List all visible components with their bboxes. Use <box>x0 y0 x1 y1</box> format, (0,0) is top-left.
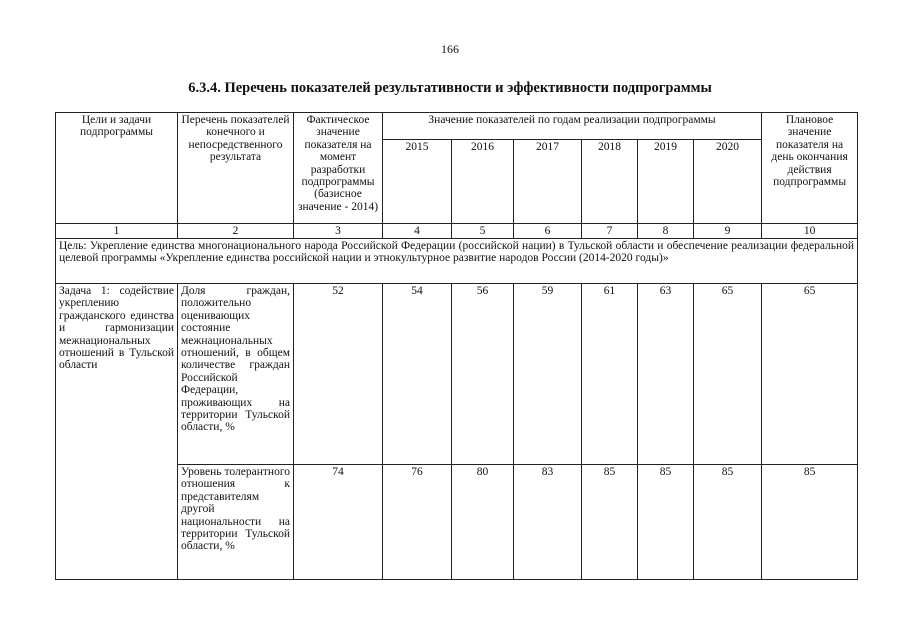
header-year: 2020 <box>694 140 762 224</box>
header-values-by-year: Значение показателей по годам реализации подпрограммы <box>383 113 762 140</box>
planned-cell: 65 <box>762 284 858 465</box>
value-cell: 65 <box>694 284 762 465</box>
document-title: 6.3.4. Перечень показателей результативности и эффективности подпрограммы <box>188 80 712 96</box>
header-indicators: Перечень показателей конечного и непосредственного результата <box>178 113 294 224</box>
column-number: 3 <box>294 224 383 239</box>
goal-row: Цель: Укрепление единства многонационального народа Российской Федерации (российской нации) в Тульской области и обеспечение реализации федеральной целевой программы «Укрепление единства российской нации и этнокультурное развитие народов России (2014-2020 годы)» <box>56 239 858 284</box>
page-number: 166 <box>441 42 459 56</box>
column-number: 6 <box>514 224 582 239</box>
value-cell: 85 <box>582 465 638 580</box>
header-planned: Плановое значение показателя на день окончания действия подпрограммы <box>762 113 858 224</box>
value-cell: 76 <box>383 465 452 580</box>
baseline-cell: 52 <box>294 284 383 465</box>
value-cell: 54 <box>383 284 452 465</box>
indicators-table <box>55 112 858 580</box>
value-cell: 83 <box>514 465 582 580</box>
value-cell: 85 <box>694 465 762 580</box>
task-cell: Задача 1: содействие укреплению гражданского единства и гармонизации межнациональных отношений в Тульской области <box>56 284 178 580</box>
planned-cell: 85 <box>762 465 858 580</box>
value-cell: 80 <box>452 465 514 580</box>
column-number: 10 <box>762 224 858 239</box>
value-cell: 56 <box>452 284 514 465</box>
value-cell: 61 <box>582 284 638 465</box>
column-number: 8 <box>638 224 694 239</box>
column-number: 1 <box>56 224 178 239</box>
value-cell: 85 <box>638 465 694 580</box>
indicator-cell: Уровень толерантного отношения к представителям другой национальности на территории Тульской области, % <box>178 465 294 580</box>
value-cell: 63 <box>638 284 694 465</box>
header-year: 2019 <box>638 140 694 224</box>
header-year: 2017 <box>514 140 582 224</box>
header-year: 2016 <box>452 140 514 224</box>
header-baseline: Фактическое значение показателя на момент разработки подпрограммы (базисное значение - 2014) <box>294 113 383 224</box>
column-number: 2 <box>178 224 294 239</box>
table-row <box>56 284 858 465</box>
column-number: 5 <box>452 224 514 239</box>
column-number: 9 <box>694 224 762 239</box>
column-number: 4 <box>383 224 452 239</box>
baseline-cell: 74 <box>294 465 383 580</box>
header-year: 2015 <box>383 140 452 224</box>
value-cell: 59 <box>514 284 582 465</box>
indicator-cell: Доля граждан, положительно оценивающих состояние межнациональных отношений, в общем количестве граждан Российской Федерации, проживающих на территории Тульской области, % <box>178 284 294 465</box>
header-goals: Цели и задачи подпрограммы <box>56 113 178 224</box>
header-year: 2018 <box>582 140 638 224</box>
column-number: 7 <box>582 224 638 239</box>
